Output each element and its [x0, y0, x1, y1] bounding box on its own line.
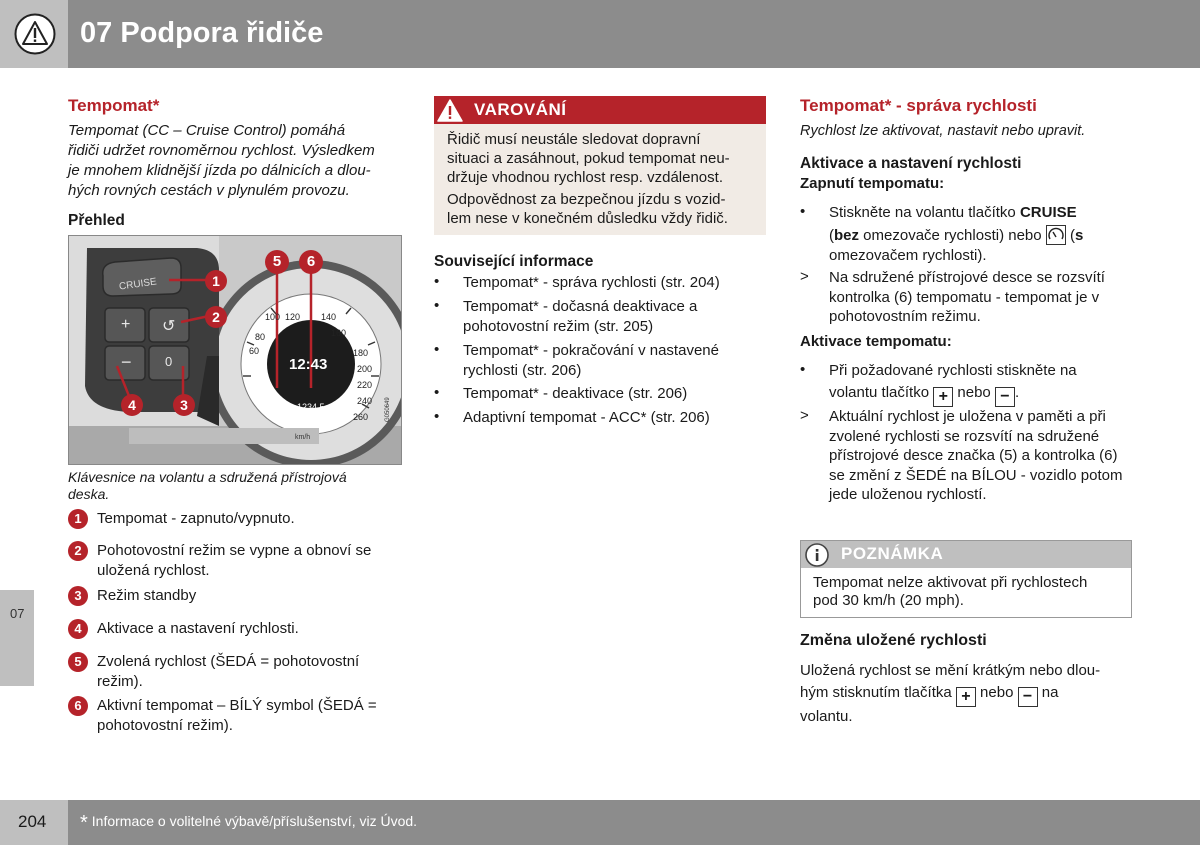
related-link-text[interactable]: Tempomat* - deaktivace (str. 206) — [463, 385, 688, 402]
text-run: hým stisknutím tlačítka — [800, 683, 956, 701]
text-run: na — [1037, 683, 1059, 701]
intro-line: je mnohem klidnější jízda po dálnicích a dlou- — [68, 162, 371, 179]
instruction-text: Na sdružené přístrojové desce se rozsvítí kontrolka (6) tempomatu - tempomat je v pohotovostním režimu. — [829, 269, 1105, 325]
caption-line: deska. — [68, 486, 110, 502]
overview-heading: Přehled — [68, 212, 125, 229]
section-title-speed-management: Tempomat* - správa rychlosti — [800, 96, 1037, 115]
gauge-speed-label: 180 — [353, 348, 369, 358]
steering-and-cluster-figure — [68, 235, 402, 465]
text-run: nebo — [975, 683, 1018, 701]
callout-4: 4 — [121, 394, 143, 416]
text-run: Uložená rychlost se mění krátkým nebo dlou- — [800, 662, 1101, 679]
warning-title: VAROVÁNÍ — [474, 100, 567, 119]
warning-box — [434, 96, 766, 235]
gauge-speed-label: 220 — [357, 380, 373, 390]
callout-3: 3 — [173, 394, 195, 416]
legend-number: 4 — [68, 619, 88, 639]
callout-1: 1 — [205, 270, 227, 292]
warning-text — [447, 130, 757, 187]
bullet: • — [434, 297, 440, 314]
chapter-tab — [0, 590, 34, 686]
note-box — [800, 540, 1132, 618]
speed-limiter-icon — [1046, 225, 1066, 245]
bullet: • — [434, 341, 440, 358]
activation-heading: Aktivace tempomatu: — [800, 333, 952, 350]
legend-number: 6 — [68, 696, 88, 716]
legend-text: Pohotovostní režim se vypne a obnoví se uložená rychlost. — [97, 542, 372, 579]
bez-keyword: bez — [834, 226, 860, 244]
figure-code: G050649 — [385, 397, 391, 422]
page-number: 204 — [18, 812, 47, 831]
cluster-unit: km/h — [295, 434, 311, 441]
gauge-speed-label: 160 — [331, 328, 347, 338]
info-icon — [803, 542, 831, 568]
note-text — [813, 574, 1123, 610]
change-speed-text — [800, 661, 1140, 726]
text-run: . — [1014, 383, 1020, 401]
figure-caption — [68, 469, 408, 503]
resume-button-label: ↺ — [162, 318, 176, 335]
plus-key-icon: + — [933, 387, 953, 407]
page-title: 07 Podpora řidiče — [80, 17, 324, 49]
text-run: Stiskněte na volantu tlačítko — [829, 204, 1020, 221]
gauge-speed-label: 120 — [285, 312, 301, 322]
text-run: omezovače rychlosti) nebo — [859, 226, 1046, 244]
s-keyword: s — [1074, 226, 1084, 244]
warning-line: lem nese v konečném důsledku vždy řidič. — [447, 210, 728, 227]
gauge-speed-label: 140 — [321, 312, 337, 322]
related-link-text[interactable]: Adaptivní tempomat - ACC* (str. 206) — [463, 409, 710, 426]
text-run: omezovačem rychlosti). — [829, 247, 987, 264]
result-marker: > — [800, 407, 809, 424]
footnote-star: * — [80, 812, 88, 834]
gauge-speed-label: 100 — [265, 312, 281, 322]
gauge-speed-label: 80 — [255, 332, 266, 342]
intro-line: hých rovných cestách v plynulém provozu. — [68, 182, 350, 199]
note-title: POZNÁMKA — [841, 544, 944, 563]
gauge-speed-label: 260 — [353, 412, 369, 422]
callout-5: 5 — [265, 250, 289, 274]
text-run: volantu. — [800, 707, 853, 725]
caption-line: Klávesnice na volantu a sdružená přístrojová — [68, 469, 347, 485]
related-heading: Související informace — [434, 253, 594, 270]
legend-text: Aktivace a nastavení rychlosti. — [97, 620, 299, 637]
legend-text: Režim standby — [97, 587, 197, 604]
warning-line: Řidič musí neustále sledovat dopravní — [447, 131, 701, 148]
section-title-tempomat: Tempomat* — [68, 96, 160, 115]
callout-6: 6 — [299, 250, 323, 274]
gauge-speed-label: 240 — [357, 396, 373, 406]
bullet: • — [434, 384, 440, 401]
gauge-speed-label: 60 — [249, 346, 260, 356]
plus-button-label: + — [121, 316, 131, 333]
legend-number: 1 — [68, 509, 88, 529]
plus-key-icon: + — [956, 687, 976, 707]
bullet: • — [434, 273, 440, 290]
note-line: Tempomat nelze aktivovat při rychlostech — [813, 574, 1088, 591]
power-on-heading: Zapnutí tempomatu: — [800, 175, 945, 192]
text-run: ( — [1065, 226, 1075, 244]
warning-triangle-icon — [14, 13, 56, 55]
instruction-text: Aktuální rychlost je uložena v paměti a při zvolené rychlosti se rozsvítí na sdružené přístrojové desce značka (5) a kontrolka (6) se změní z ŠEDÉ na BÍLOU - vozidlo potom jede uloženou rychlostí. — [829, 408, 1123, 503]
callout-2: 2 — [205, 306, 227, 328]
legend-number: 2 — [68, 541, 88, 561]
intro-text — [68, 121, 408, 201]
warning-text — [447, 190, 757, 228]
gauge-speed-label: 200 — [357, 364, 373, 374]
text-run: ( — [829, 226, 834, 244]
warning-triangle-icon — [434, 96, 466, 124]
related-link-text[interactable]: Tempomat* - dočasná deaktivace a pohotovostní režim (str. 205) — [463, 298, 698, 335]
legend-text: Aktivní tempomat – BÍLÝ symbol (ŠEDÁ = pohotovostní režim). — [97, 697, 377, 734]
bullet: • — [800, 361, 806, 378]
cruise-button-label: CRUISE — [118, 276, 158, 293]
warning-line: držuje vhodnou rychlost resp. vzdálenost. — [447, 169, 723, 186]
activate-heading: Aktivace a nastavení rychlosti — [800, 155, 1022, 172]
instruction-text — [829, 361, 1129, 407]
text-run: volantu tlačítko — [829, 383, 934, 401]
intro-line: řidiči udržet rovnoměrnou rychlost. Výsledkem — [68, 142, 375, 159]
note-line: pod 30 km/h (20 mph). — [813, 592, 964, 609]
legend-text: Zvolená rychlost (ŠEDÁ = pohotovostní režim). — [97, 653, 360, 690]
section-subtitle: Rychlost lze aktivovat, nastavit nebo upravit. — [800, 123, 1086, 139]
result-marker: > — [800, 268, 809, 285]
change-speed-heading: Změna uložené rychlosti — [800, 632, 987, 649]
minus-key-icon: − — [1018, 687, 1038, 707]
warning-line: situaci a zasáhnout, pokud tempomat neu- — [447, 150, 730, 167]
related-link-text[interactable]: Tempomat* - pokračování v nastavené rychlosti (str. 206) — [463, 342, 719, 379]
cluster-clock: 12:43 — [289, 356, 328, 373]
zero-button-label: 0 — [165, 354, 173, 369]
cruise-keyword: CRUISE — [1019, 204, 1077, 221]
footnote-text: Informace o volitelné výbavě/příslušenství, viz Úvod. — [91, 813, 418, 829]
related-link-text[interactable]: Tempomat* - správa rychlosti (str. 204) — [463, 274, 720, 291]
minus-key-icon: − — [995, 387, 1015, 407]
text-run: nebo — [953, 383, 995, 401]
warning-line: Odpovědnost za bezpečnou jízdu s vozid- — [447, 191, 726, 208]
bullet: • — [434, 408, 440, 425]
chapter-tab-label: 07 — [10, 606, 25, 621]
legend-text: Tempomat - zapnuto/vypnuto. — [97, 510, 295, 527]
bullet: • — [800, 203, 806, 220]
intro-line: Tempomat (CC – Cruise Control) pomáhá — [68, 122, 346, 139]
footnote — [80, 812, 417, 835]
text-run: Při požadované rychlosti stiskněte na — [829, 362, 1077, 379]
minus-button-label: − — [121, 352, 132, 372]
legend-number: 3 — [68, 586, 88, 606]
instruction-text — [829, 203, 1129, 266]
legend-number: 5 — [68, 652, 88, 672]
gauge-needle-icon — [1047, 226, 1065, 244]
cluster-odometer: 1234.5 — [297, 402, 325, 412]
